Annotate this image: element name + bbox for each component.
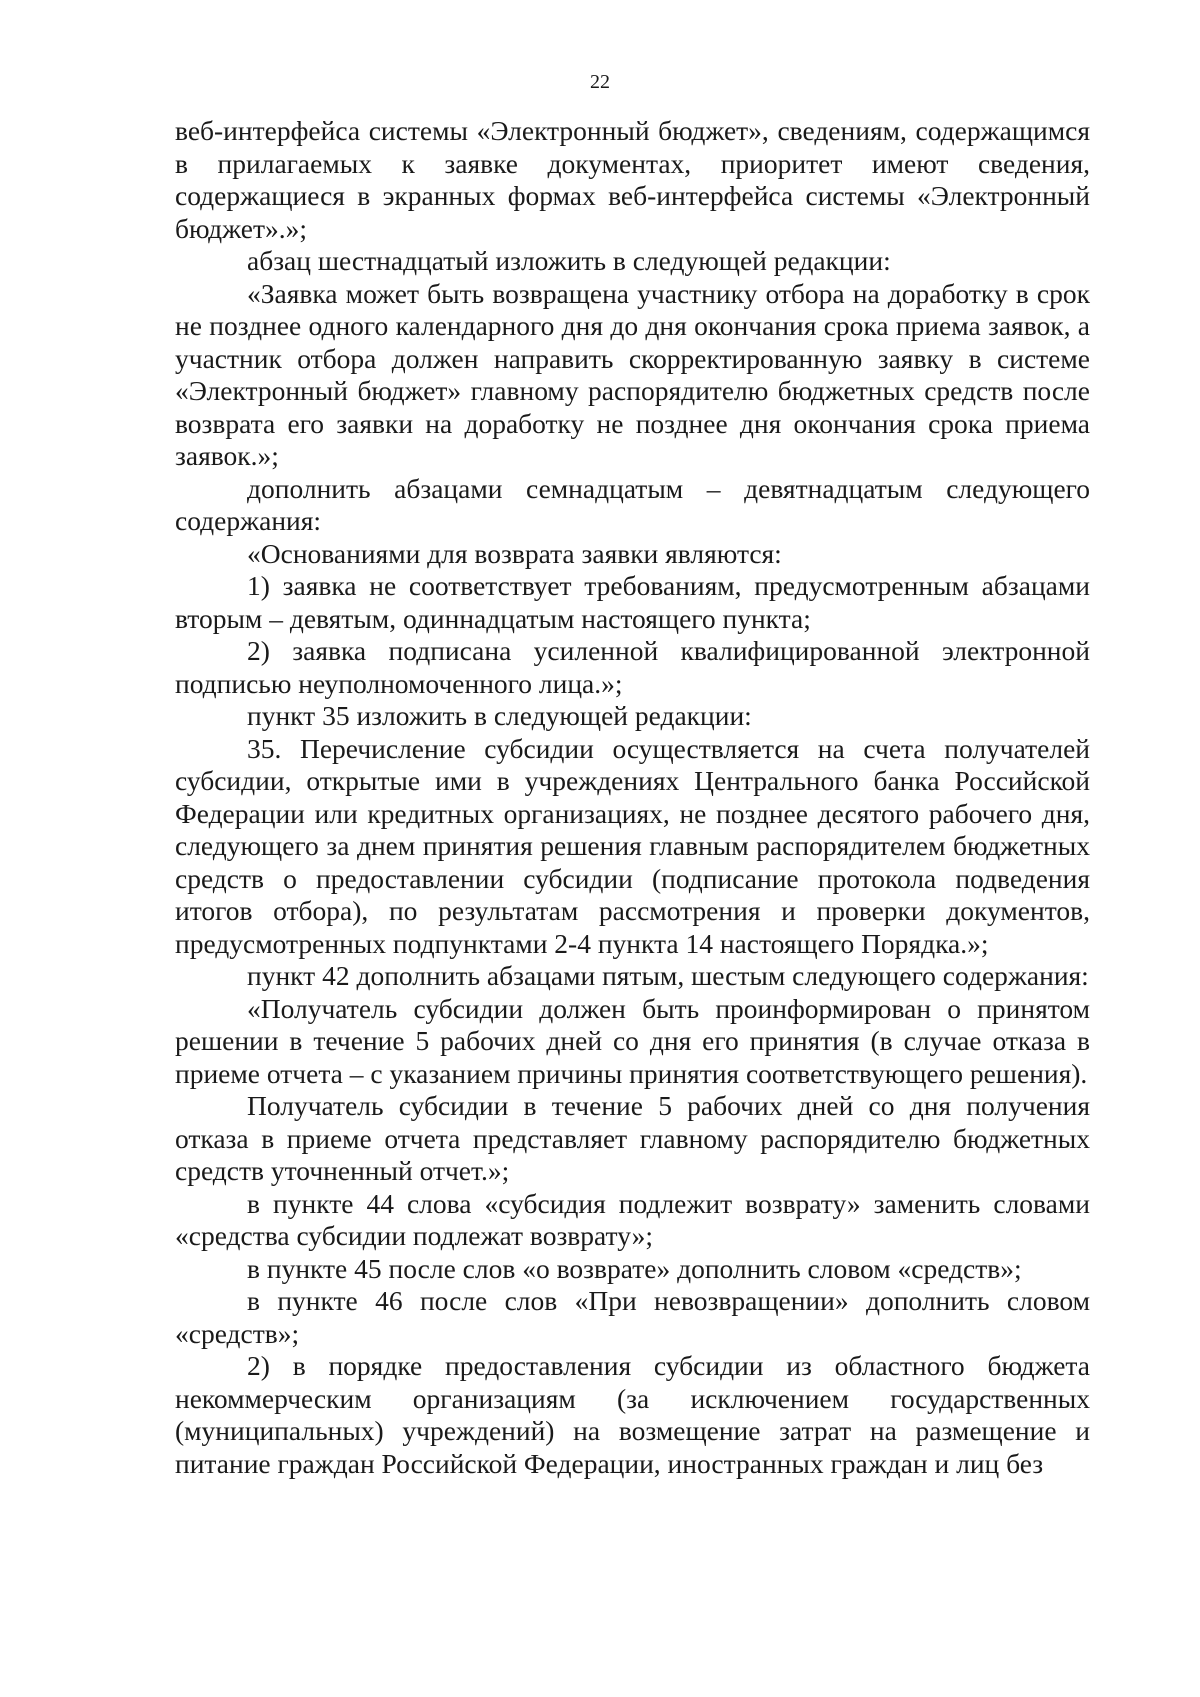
paragraph: Получатель субсидии в течение 5 рабочих дней со дня получения отказа в приеме отчета представляет главному распорядителю бюджетных средств уточненный отчет.»; <box>175 1090 1090 1186</box>
paragraph: дополнить абзацами семнадцатым – девятнадцатым следующего содержания: <box>175 472 1090 536</box>
paragraph: в пункте 46 после слов «При невозвращении» дополнить словом «средств»; <box>175 1285 1090 1349</box>
paragraph: абзац шестнадцатый изложить в следующей редакции: <box>247 245 891 276</box>
paragraph: в пункте 45 после слов «о возврате» дополнить словом «средств»; <box>247 1252 1022 1284</box>
document-body <box>175 115 1090 1480</box>
paragraph: «Основаниями для возврата заявки являются: <box>247 537 782 569</box>
paragraph: пункт 35 изложить в следующей редакции: <box>247 700 752 731</box>
paragraph: «Получатель субсидии должен быть проинформирован о принятом решении в течение 5 рабочих дней со дня его принятия (в случае отказа в приеме отчета – с указанием причины принятия соответствующего решения). <box>175 992 1090 1089</box>
paragraph: в пункте 44 слова «субсидия подлежит возврату» заменить словами «средства субсидии подлежат возврату»; <box>175 1187 1090 1251</box>
paragraph-continuation: веб-интерфейса системы «Электронный бюджет», сведениям, содержащимся в прилагаемых к заявке документах, приоритет имеют сведения, содержащиеся в экранных формах веб-интерфейса системы «Электронный бюджет».»; <box>175 115 1090 244</box>
paragraph: пункт 42 дополнить абзацами пятым, шестым следующего содержания: <box>247 960 1089 991</box>
paragraph: 2) в порядке предоставления субсидии из областного бюджета некоммерческим организациям (за исключением государственных (муниципальных) учреждений) на возмещение затрат на размещение и питание граждан Российской Федерации, иностранных граждан и лиц без <box>175 1350 1090 1479</box>
paragraph: 2) заявка подписана усиленной квалифицированной электронной подписью неуполномоченного лица.»; <box>175 635 1090 699</box>
page-number: 22 <box>590 71 610 93</box>
paragraph: «Заявка может быть возвращена участнику отбора на доработку в срок не позднее одного календарного дня до дня окончания срока приема заявок, а участник отбора должен направить скорректированную заявку в системе «Электронный бюджет» главному распорядителю бюджетных средств после возврата его заявки на доработку не позднее дня окончания срока приема заявок.»; <box>175 277 1090 471</box>
paragraph: 1) заявка не соответствует требованиям, предусмотренным абзацами вторым – девятым, одиннадцатым настоящего пункта; <box>175 570 1090 634</box>
paragraph: 35. Перечисление субсидии осуществляется на счета получателей субсидии, открытые ими в учреждениях Центрального банка Российской Федерации или кредитных организациях, не позднее десятого рабочего дня, следующего за днем принятия решения главным распорядителем бюджетных средств о предоставлении субсидии (подписание протокола подведения итогов отбора), по результатам рассмотрения и проверки документов, предусмотренных подпунктами 2-4 пункта 14 настоящего Порядка.»; <box>175 732 1090 959</box>
